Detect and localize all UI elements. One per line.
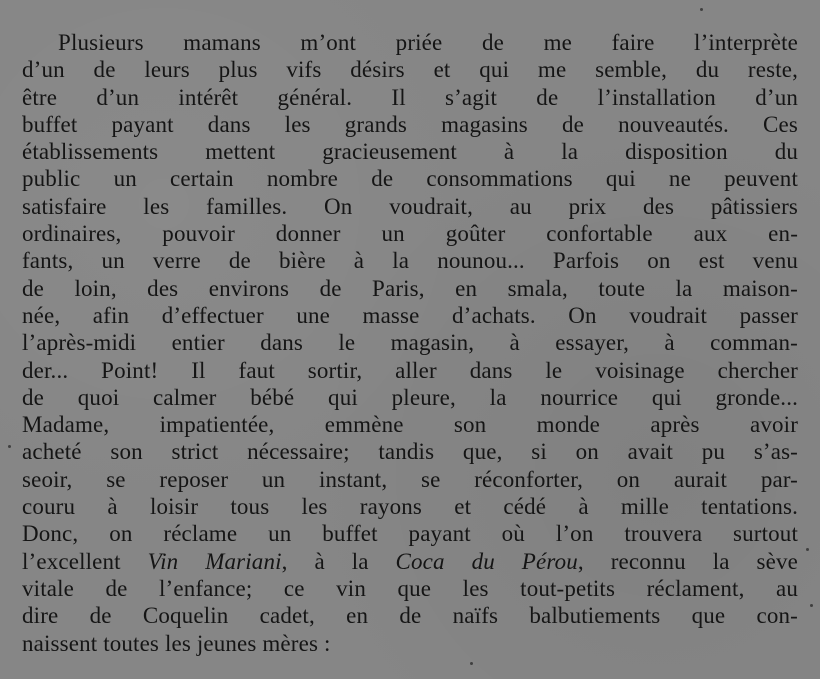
text-line: l’après-midi entier dans le magasin, à essayer, à comman- <box>22 330 798 356</box>
text-line: naissent toutes les jeunes mères : <box>22 630 331 656</box>
text-line: établissements mettent gracieusement à la disposition du <box>22 139 798 165</box>
text-line: ordinaires, pouvoir donner un goûter confortable aux en- <box>22 221 798 247</box>
print-speck <box>700 8 703 11</box>
text-line: vitale de l’enfance; ce vin que les tout-petits réclament, au <box>22 575 798 601</box>
text-line: d’un de leurs plus vifs désirs et qui me semble, du reste, <box>22 57 798 83</box>
print-speck <box>810 604 813 607</box>
text-line: dire de Coquelin cadet, en de naïfs balbutiements que con- <box>22 603 798 629</box>
text-line: Madame, impatientée, emmène son monde après avoir <box>22 412 798 438</box>
text-line: de loin, des environs de Paris, en smala, toute la maison- <box>22 275 798 301</box>
print-speck <box>470 662 473 665</box>
print-speck <box>806 548 809 551</box>
text-line: buffet payant dans les grands magasins de nouveautés. Ces <box>22 111 798 137</box>
text-fragment: , à la <box>281 548 396 574</box>
text-line: être d’un intérêt général. Il s’agit de l’installation d’un <box>22 84 798 110</box>
product-name-coca-du-perou: Coca du Pérou <box>395 548 578 574</box>
text-line: seoir, se reposer un instant, se réconforter, on aurait par- <box>22 466 798 492</box>
text-line: couru à loisir tous les rayons et cédé à mille tentations. <box>22 494 798 520</box>
text-line: satisfaire les familles. On voudrait, au prix des pâtissiers <box>22 193 798 219</box>
text-line: de quoi calmer bébé qui pleure, la nourrice qui gronde... <box>22 384 798 410</box>
text-line: public un certain nombre de consommations qui ne peuvent <box>22 166 798 192</box>
text-line: Donc, on réclame un buffet payant où l’on trouvera surtout <box>22 521 798 547</box>
text-fragment: , reconnu la sève <box>577 548 798 574</box>
text-line: Plusieurs mamans m’ont priée de me faire l’interprète <box>58 30 798 55</box>
text-line-italic-products <box>22 548 798 575</box>
product-name-vin-mariani: Vin Mariani <box>147 548 282 574</box>
paragraph <box>22 29 798 657</box>
text-fragment: l’excellent <box>22 548 148 574</box>
text-line: acheté son strict nécessaire; tandis que, si on avait pu s’as- <box>22 439 798 465</box>
text-line: fants, un verre de bière à la nounou... Parfois on est venu <box>22 248 798 274</box>
print-speck <box>8 445 11 448</box>
text-line: née, afin d’effectuer une masse d’achats. On voudrait passer <box>22 302 798 328</box>
text-line: der... Point! Il faut sortir, aller dans le voisinage chercher <box>22 357 798 383</box>
